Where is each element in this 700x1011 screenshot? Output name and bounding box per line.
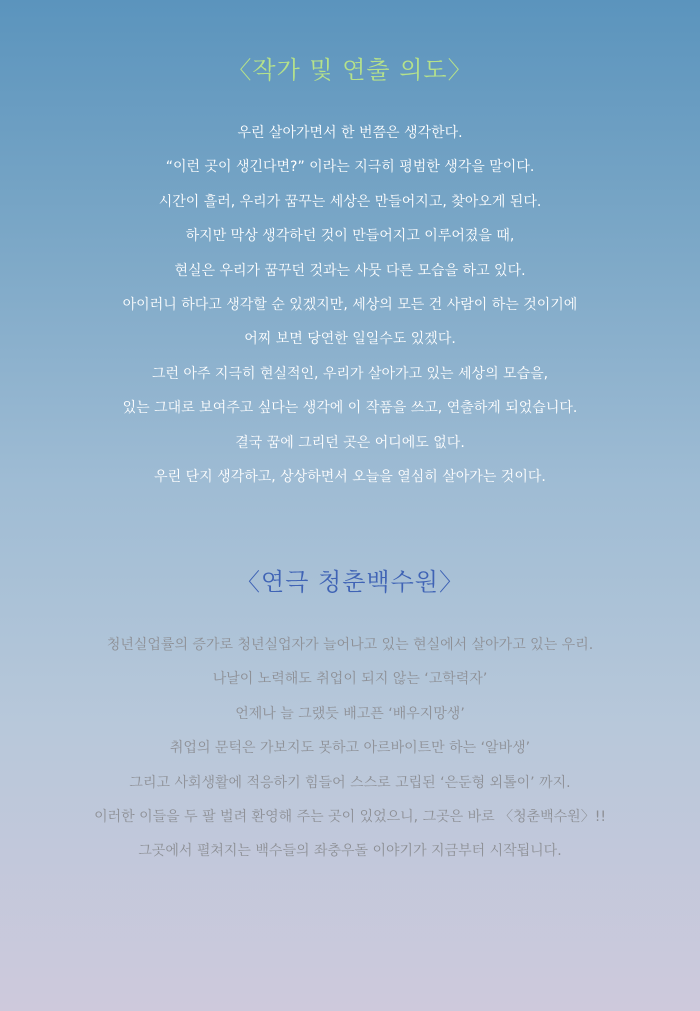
text-line: 있는 그대로 보여주고 싶다는 생각에 이 작품을 쓰고, 연출하게 되었습니다. xyxy=(122,400,578,417)
text-line: 나날이 노력해도 취업이 되지 않는 ‘고학력자’ xyxy=(212,671,488,688)
text-line: 아이러니 하다고 생각할 순 있겠지만, 세상의 모든 건 사람이 하는 것이기에 xyxy=(122,297,578,314)
text-line: 결국 꿈에 그리던 곳은 어디에도 없다. xyxy=(235,434,465,451)
text-line: 어찌 보면 당연한 일일수도 있겠다. xyxy=(244,331,456,348)
text-line: 하지만 막상 생각하던 것이 만들어지고 이루어졌을 때, xyxy=(185,228,515,245)
text-line: 우린 단지 생각하고, 상상하면서 오늘을 열심히 살아가는 것이다. xyxy=(154,469,546,486)
author-intent-heading: 〈작가 및 연출 의도〉 xyxy=(227,56,473,84)
author-intent-text xyxy=(0,116,700,494)
play-synopsis-heading: 〈연극 청춘백수원〉 xyxy=(236,568,464,596)
text-line: 그곳에서 펼쳐지는 백수들의 좌충우돌 이야기가 지금부터 시작됩니다. xyxy=(138,843,562,860)
text-line: 청년실업률의 증가로 청년실업자가 늘어나고 있는 현실에서 살아가고 있는 우리. xyxy=(106,637,594,653)
author-intent-section xyxy=(0,44,700,494)
text-line: 우린 살아가면서 한 번쯤은 생각한다. xyxy=(237,125,463,141)
text-line: 취업의 문턱은 가보지도 못하고 아르바이트만 하는 ‘알바생’ xyxy=(169,740,531,757)
text-line: 그런 아주 지극히 현실적인, 우리가 살아가고 있는 세상의 모습을, xyxy=(151,365,549,382)
text-line: 언제나 늘 그랬듯 배고픈 ‘배우지망생’ xyxy=(235,705,465,722)
play-synopsis-text xyxy=(0,628,700,869)
play-synopsis-section xyxy=(0,556,700,869)
text-line: 현실은 우리가 꿈꾸던 것과는 사뭇 다른 모습을 하고 있다. xyxy=(174,262,526,279)
text-line: “이런 곳이 생긴다면?” 이라는 지극히 평범한 생각을 말이다. xyxy=(165,159,535,176)
text-line: 이러한 이들을 두 팔 벌려 환영해 주는 곳이 있었으니, 그곳은 바로 〈청춘백수원〉!! xyxy=(94,809,606,826)
text-line: 시간이 흘러, 우리가 꿈꾸는 세상은 만들어지고, 찾아오게 된다. xyxy=(158,193,542,210)
text-line: 그리고 사회생활에 적응하기 힘들어 스스로 고립된 ‘은둔형 외톨이’ 까지. xyxy=(129,774,571,791)
